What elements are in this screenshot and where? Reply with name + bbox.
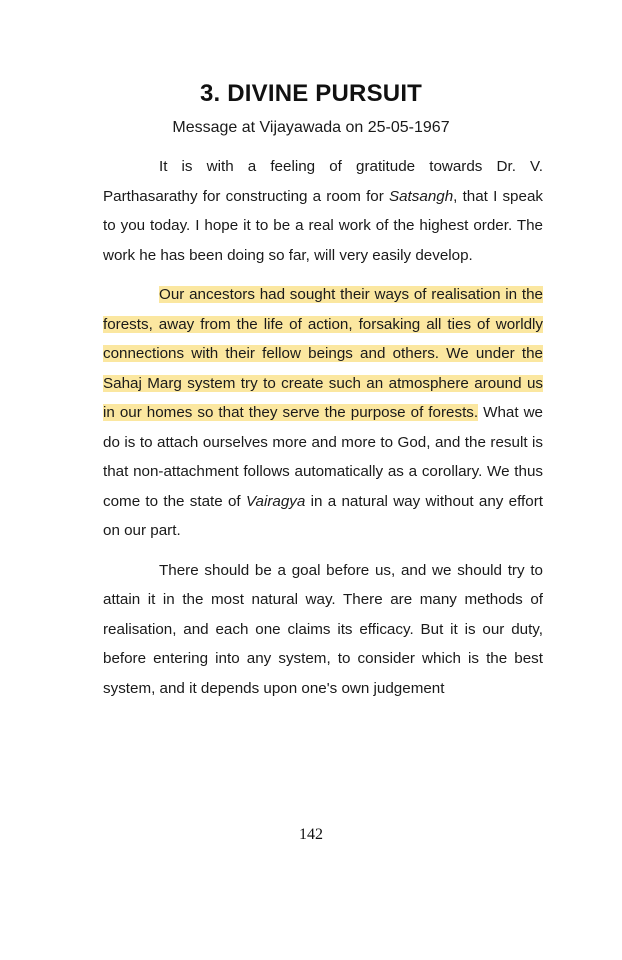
paragraph-3-text: There should be a goal before us, and we should try to attain it in the most natural way. There are many methods of realisation, and each one claims its efficacy. But it is our duty, before entering into any system, to consider which is the best system, and it depends upon one's own judgement [103,561,543,697]
highlighted-passage[interactable]: Our ancestors had sought their ways of realisation in the forests, away from the life of action, forsaking all ties of worldly connections with their fellow beings and others. We under the Sahaj Marg system try to create such an atmosphere around us in our homes so that they serve the purpose of forests. [103,286,543,421]
page-number: 142 [299,826,323,843]
paragraph-2-text-a: What we do is to attach ourselves more and more to God, and the result is that non-attachment follows automatically as a corollary. We thus come to the state of [103,404,543,510]
paragraph-2-text-c: in a natural way without any effort on our part. [103,492,544,539]
paragraph-2 [103,280,543,546]
paragraph-1-italic-term: Satsangh [388,187,454,205]
chapter-subtitle: Message at Vijayawada on 25-05-1967 [172,119,450,136]
paragraph-1-text-a: It is with a feeling of gratitude towards Dr. V. Parthasarathy for constructing a room for [103,158,543,205]
chapter-title: 3. DIVINE PURSUIT [199,80,423,107]
paragraph-1-text-c: , that I speak to you today. I hope it to be a real work of the highest order. The work he has been doing so far, will very easily develop. [103,187,543,264]
body-text [103,152,543,713]
paragraph-2-italic-term: Vairagya [245,492,306,510]
paragraph-1 [103,152,543,270]
paragraph-3 [103,556,543,704]
